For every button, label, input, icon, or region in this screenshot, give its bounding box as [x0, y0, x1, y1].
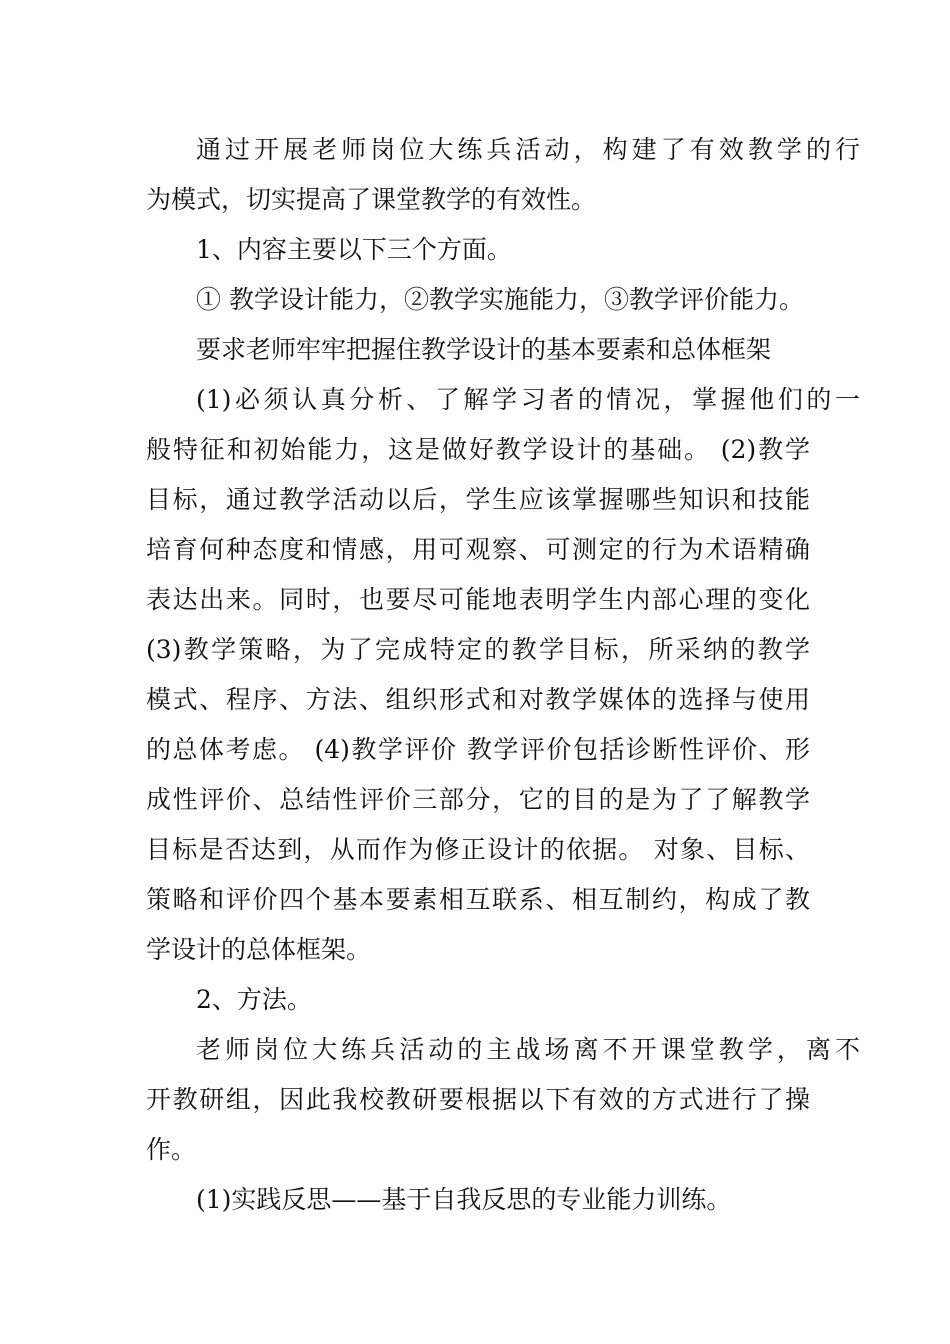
paragraph-line: 培育何种态度和情感，用可观察、可测定的行为术语精确 — [146, 535, 810, 564]
paragraph-line: 模式、程序、方法、组织形式和对教学媒体的选择与使用 — [146, 685, 810, 714]
paragraph-line: (1)实践反思——基于自我反思的专业能力训练。 — [196, 1185, 732, 1214]
paragraph-line: 学设计的总体框架。 — [146, 935, 372, 964]
paragraph-line: 的总体考虑。 (4)教学评价 教学评价包括诊断性评价、形 — [146, 735, 810, 764]
section-heading: 1、内容主要以下三个方面。 — [196, 235, 512, 264]
paragraph-line: 要求老师牢牢把握住教学设计的基本要素和总体框架 — [196, 335, 772, 364]
paragraph-line: (3)教学策略，为了完成特定的教学目标，所采纳的教学 — [146, 635, 810, 664]
paragraph-line: 表达出来。同时，也要尽可能地表明学生内部心理的变化 — [146, 585, 810, 614]
paragraph-line: 策略和评价四个基本要素相互联系、相互制约，构成了教 — [146, 885, 810, 914]
paragraph-line: 开教研组，因此我校教研要根据以下有效的方式进行了操 — [146, 1085, 810, 1114]
paragraph-line: 目标，通过教学活动以后，学生应该掌握哪些知识和技能 — [146, 485, 810, 514]
section-heading: 2、方法。 — [196, 985, 312, 1014]
paragraph-line: 老师岗位大练兵活动的主战场离不开课堂教学，离不 — [196, 1035, 860, 1064]
paragraph-line: 成性评价、总结性评价三部分，它的目的是为了了解教学 — [146, 785, 810, 814]
paragraph-line: 目标是否达到，从而作为修正设计的依据。 对象、目标、 — [146, 835, 810, 864]
paragraph-line: 作。 — [146, 1135, 197, 1164]
paragraph-line: (1)必须认真分析、了解学习者的情况，掌握他们的一 — [196, 385, 860, 414]
paragraph-line: 为模式，切实提高了课堂教学的有效性。 — [146, 185, 597, 214]
paragraph-line: 通过开展老师岗位大练兵活动，构建了有效教学的行 — [196, 135, 860, 164]
paragraph-line: ① 教学设计能力，②教学实施能力，③教学评价能力。 — [196, 285, 804, 314]
paragraph-line: 般特征和初始能力，这是做好教学设计的基础。 (2)教学 — [146, 435, 810, 464]
